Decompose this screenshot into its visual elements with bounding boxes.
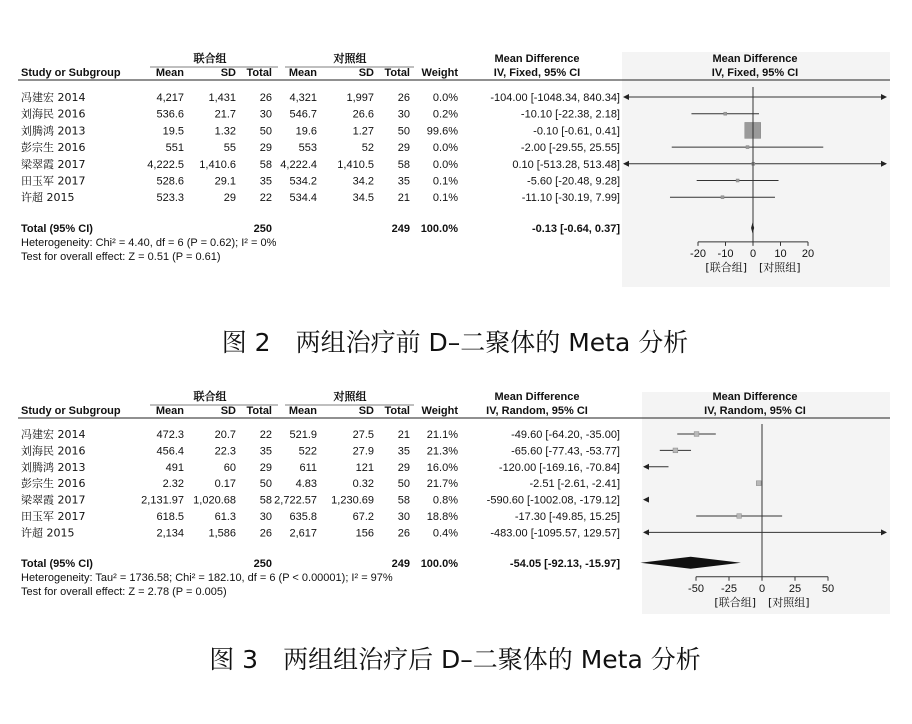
study-ci: -10.10 [-22.38, 2.18] [520,108,620,121]
figure-caption: 图 2 两组治疗前 D–二聚体的 Meta 分析 [221,328,689,357]
group2-total: 29 [397,142,410,155]
group1-mean: 528.6 [156,175,184,188]
column-header: Weight [421,67,458,79]
figure-caption: 图 3 两组组治疗后 D–二聚体的 Meta 分析 [209,645,701,674]
axis-tick-label: 10 [774,247,787,260]
group1-sd: 0.17 [214,478,236,491]
group1-mean: 2.32 [162,478,184,491]
study-name: 彭宗生 2016 [21,141,86,155]
favours-left-label: [联合组] [714,595,756,609]
plot-method: IV, Random, 95% CI [704,405,806,417]
group2-sd: 156 [355,527,374,540]
group2-sd: 1,997 [346,92,374,104]
plot-header: Mean Difference [712,391,798,403]
group1-total: 30 [259,511,272,523]
group1-mean: 523.3 [156,192,184,205]
study-ci: -2.00 [-29.55, 25.55] [520,142,620,155]
group2-mean: 635.8 [289,511,317,523]
column-header: Total [246,67,272,79]
study-weight: 0.4% [432,527,458,540]
study-name: 梁翠霞 2017 [21,493,86,507]
point-estimate [756,481,761,486]
group2-sd: 1.27 [352,125,374,138]
column-header: SD [220,67,236,79]
plot-header: Mean Difference [712,53,798,65]
plot-method: IV, Fixed, 95% CI [711,67,799,79]
group1-sd: 1,586 [208,527,236,540]
group1-mean: 4,217 [156,92,184,104]
study-ci: -590.60 [-1002.08, -179.12] [486,494,620,507]
study-ci: -65.60 [-77.43, -53.77] [511,445,620,458]
effect-header: Mean Difference [494,391,580,403]
group2-mean: 2,617 [289,527,317,540]
column-header: Study or Subgroup [21,67,121,79]
group2-total: 26 [397,527,410,540]
group1-total: 35 [259,445,272,458]
axis-tick-label: -50 [688,582,704,595]
study-ci: -17.30 [-49.85, 15.25] [514,511,620,523]
study-ci: -104.00 [-1048.34, 840.34] [490,92,620,104]
column-header: SD [358,67,374,79]
group2-sd: 0.32 [352,478,374,491]
favours-left-label: [联合组] [705,260,747,274]
group2-total: 29 [397,461,410,474]
group1-mean: 536.6 [156,108,184,121]
study-ci: -120.00 [-169.16, -70.84] [498,461,620,474]
group1-sd: 60 [223,461,236,474]
column-header: Mean [155,67,184,79]
group1-total: 50 [259,125,272,138]
group2-total: 58 [397,494,410,507]
group2-header: 对照组 [333,390,367,403]
total-group2: 249 [391,557,410,570]
group2-total: 50 [397,125,410,138]
total-ci: -54.05 [-92.13, -15.97] [509,557,620,570]
group2-sd: 52 [361,142,374,155]
group1-total: 58 [259,158,272,171]
column-header: SD [220,405,236,417]
group2-sd: 67.2 [352,511,374,523]
column-header: Total [384,405,410,417]
group1-header: 联合组 [193,390,227,403]
group2-mean: 4,321 [289,92,317,104]
column-header: Mean [288,67,317,79]
group2-sd: 26.6 [352,108,374,121]
group2-sd: 1,410.5 [337,158,374,171]
group1-total: 22 [259,192,272,205]
study-weight: 0.0% [432,92,458,104]
heterogeneity-text: Heterogeneity: Chi² = 4.40, df = 6 (P = 0.62); I² = 0% [21,236,277,249]
overall-effect-text: Test for overall effect: Z = 2.78 (P = 0.005) [21,585,227,598]
group2-mean: 553 [298,142,317,155]
group2-mean: 19.6 [295,125,317,138]
study-weight: 0.0% [432,158,458,171]
point-estimate [694,432,699,437]
group1-mean: 456.4 [156,445,184,458]
column-header: Total [246,405,272,417]
group2-mean: 534.4 [289,192,317,205]
group1-sd: 20.7 [214,429,236,441]
heterogeneity-text: Heterogeneity: Tau² = 1736.58; Chi² = 182.10, df = 6 (P < 0.00001); I² = 97% [21,571,393,584]
group1-sd: 29.1 [214,175,236,188]
study-weight: 18.8% [426,511,458,523]
group2-total: 35 [397,445,410,458]
group2-total: 35 [397,175,410,188]
favours-right-label: [对照组] [759,260,801,274]
group2-mean: 4.83 [295,478,317,491]
column-header: SD [358,405,374,417]
group1-mean: 2,131.97 [141,494,184,507]
effect-header: Mean Difference [494,53,580,65]
total-weight: 100.0% [420,222,458,235]
total-group1: 250 [253,557,272,570]
group1-mean: 618.5 [156,511,184,523]
study-name: 刘海民 2016 [21,107,86,121]
study-name: 冯建宏 2014 [21,428,86,441]
total-group2: 249 [391,222,410,235]
group2-mean: 546.7 [289,108,317,121]
total-label: Total (95% CI) [21,557,93,570]
group1-total: 58 [259,494,272,507]
group1-sd: 21.7 [214,108,236,121]
group1-total: 30 [259,108,272,121]
study-name: 许超 2015 [21,191,75,205]
study-weight: 0.2% [432,108,458,121]
group1-total: 29 [259,461,272,474]
study-name: 刘海民 2016 [21,444,86,458]
study-ci: -2.51 [-2.61, -2.41] [529,478,620,491]
column-header: Weight [421,405,458,417]
study-name: 许超 2015 [21,526,75,540]
group1-mean: 2,134 [156,527,184,540]
study-name: 彭宗生 2016 [21,477,86,491]
axis-tick-label: 50 [821,582,835,595]
column-header: Total [384,67,410,79]
overall-effect-text: Test for overall effect: Z = 0.51 (P = 0.61) [21,250,221,263]
group1-sd: 1.32 [214,125,236,138]
group2-total: 30 [397,108,410,121]
group1-sd: 29 [223,192,236,205]
group2-mean: 611 [299,461,317,474]
total-ci: -0.13 [-0.64, 0.37] [531,222,620,235]
group1-total: 26 [259,527,272,540]
study-name: 刘腾鸿 2013 [21,124,86,138]
group1-sd: 1,020.68 [193,494,236,507]
study-ci: -49.60 [-64.20, -35.00] [511,429,620,441]
favours-right-label: [对照组] [768,595,810,609]
group2-total: 26 [397,92,410,104]
plot-panel [642,392,890,614]
study-name: 冯建宏 2014 [21,91,86,104]
group2-mean: 522 [298,445,317,458]
axis-tick-label: 0 [758,582,766,595]
study-weight: 21.7% [426,478,458,491]
point-estimate [724,112,727,115]
total-label: Total (95% CI) [21,222,93,235]
group1-total: 26 [259,92,272,104]
group2-total: 30 [397,511,410,523]
study-weight: 21.1% [426,429,458,441]
group2-sd: 1,230.69 [331,494,374,507]
group1-total: 35 [259,175,272,188]
group1-total: 22 [259,429,272,441]
group1-mean: 4,222.5 [147,158,184,171]
group1-mean: 551 [165,142,184,155]
axis-tick-label: 20 [801,247,815,260]
column-header: Mean [155,405,184,417]
group2-total: 58 [397,158,410,171]
group1-sd: 61.3 [214,511,236,523]
study-ci: -11.10 [-30.19, 7.99] [521,192,620,205]
group2-total: 21 [397,192,410,205]
study-name: 刘腾鸿 2013 [21,460,86,474]
group2-sd: 34.2 [352,175,374,188]
group2-mean: 4,222.4 [280,158,317,171]
group2-header: 对照组 [333,52,367,65]
group1-mean: 491 [165,461,184,474]
study-weight: 99.6% [426,125,458,138]
study-ci: -0.10 [-0.61, 0.41] [533,125,620,138]
study-name: 田玉军 2017 [21,174,86,188]
study-ci: 0.10 [-513.28, 513.48] [512,158,620,171]
group1-mean: 19.5 [162,125,184,138]
group2-sd: 121 [355,461,374,474]
axis-tick-label: -10 [717,247,734,260]
group2-mean: 521.9 [289,429,317,441]
axis-tick-label: 0 [749,247,757,260]
group1-sd: 22.3 [214,445,236,458]
point-estimate [736,179,739,182]
group2-mean: 2,722.57 [274,494,317,507]
column-header: Study or Subgroup [21,405,121,417]
point-estimate [746,146,749,149]
group1-sd: 55 [223,142,236,155]
study-ci: -5.60 [-20.48, 9.28] [527,175,620,188]
axis-tick-label: -25 [721,582,737,595]
study-weight: 21.3% [426,445,458,458]
group1-header: 联合组 [193,52,227,65]
study-name: 田玉军 2017 [21,510,86,523]
study-weight: 0.1% [432,175,458,188]
total-weight: 100.0% [420,557,458,570]
effect-method: IV, Random, 95% CI [486,405,588,417]
group2-total: 21 [397,429,410,441]
group1-total: 50 [259,478,272,491]
total-group1: 250 [253,222,272,235]
group1-sd: 1,410.6 [199,158,236,171]
group2-total: 50 [397,478,410,491]
study-weight: 0.1% [432,192,458,205]
study-weight: 0.8% [432,494,458,507]
study-weight: 16.0% [426,461,458,474]
point-estimate [721,196,724,199]
study-ci: -483.00 [-1095.57, 129.57] [490,527,620,540]
axis-tick-label: -20 [690,247,706,260]
study-weight: 0.0% [432,142,458,155]
group1-mean: 472.3 [156,429,184,441]
column-header: Mean [288,405,317,417]
group2-sd: 27.9 [352,445,374,458]
point-estimate [673,448,678,453]
group2-sd: 27.5 [352,429,374,441]
point-estimate [737,514,742,519]
axis-tick-label: 25 [788,582,802,595]
group2-mean: 534.2 [289,175,317,188]
group1-sd: 1,431 [208,92,236,104]
group1-total: 29 [259,142,272,155]
group2-sd: 34.5 [352,192,374,205]
effect-method: IV, Fixed, 95% CI [493,67,581,79]
study-name: 梁翠霞 2017 [21,157,86,171]
